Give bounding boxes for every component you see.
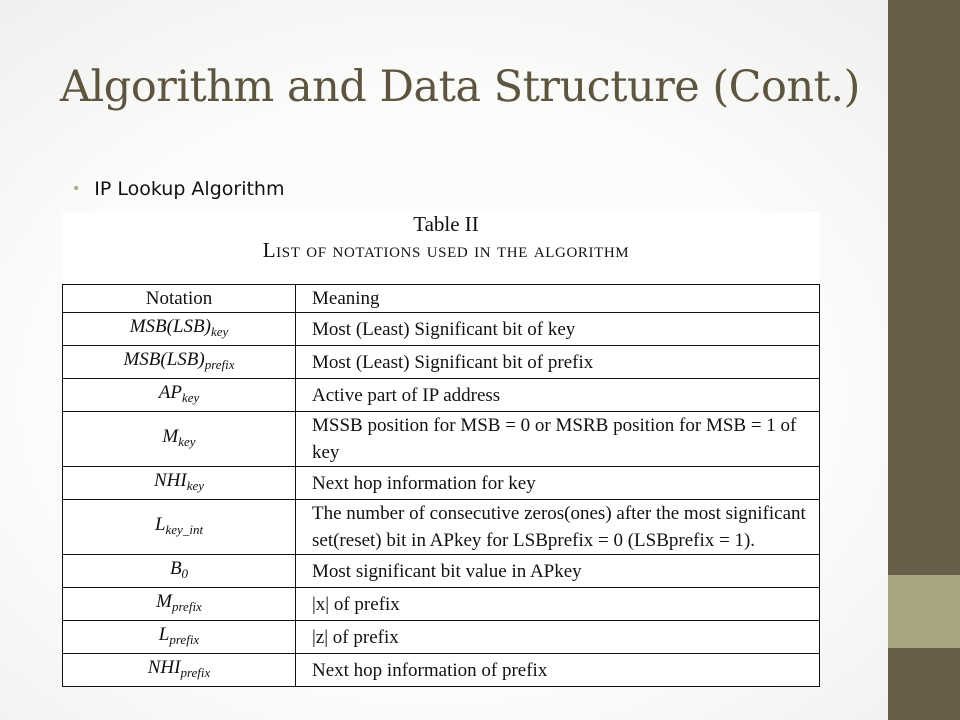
- notation-cell: $NHI_{prefix}$: [63, 654, 296, 687]
- table-row: [63, 654, 820, 687]
- table-row: [63, 313, 820, 346]
- meaning-cell: MSSB position for MSB = 0 or MSRB position for MSB = 1 of key: [296, 412, 820, 467]
- meaning-cell: |x| of prefix: [296, 588, 820, 621]
- table-header-row: [63, 285, 820, 313]
- notation-cell: $AP_{key}$: [63, 379, 296, 412]
- table-image: [62, 212, 820, 686]
- meaning-cell: Most (Least) Significant bit of prefix: [296, 346, 820, 379]
- table-row: [63, 467, 820, 500]
- table-row: [63, 412, 820, 467]
- meaning-cell: |z| of prefix: [296, 621, 820, 654]
- meaning-cell: Next hop information of prefix: [296, 654, 820, 687]
- notation-cell: $MSB(LSB)_{prefix}$: [63, 346, 296, 379]
- notation-table: [62, 284, 820, 687]
- table-row: [63, 500, 820, 555]
- notation-cell: $MSB(LSB)_{key}$: [63, 313, 296, 346]
- side-accent-block: [888, 575, 960, 648]
- bullet-item: [72, 178, 284, 200]
- bullet-dot-icon: •: [72, 181, 81, 197]
- meaning-cell: Active part of IP address: [296, 379, 820, 412]
- meaning-cell: Most significant bit value in APkey: [296, 555, 820, 588]
- slide-title: Algorithm and Data Structure (Cont.): [60, 62, 860, 112]
- table-row: [63, 346, 820, 379]
- notation-cell: $M_{key}$: [63, 412, 296, 467]
- header-notation: Notation: [63, 285, 296, 313]
- notation-cell: $L_{key\_int}$: [63, 500, 296, 555]
- meaning-cell: Next hop information for key: [296, 467, 820, 500]
- notation-cell: $L_{prefix}$: [63, 621, 296, 654]
- table-row: [63, 555, 820, 588]
- table-row: [63, 621, 820, 654]
- table-caption: [72, 212, 820, 264]
- header-meaning: Meaning: [296, 285, 820, 313]
- notation-cell: $NHI_{key}$: [63, 467, 296, 500]
- bullet-text: IP Lookup Algorithm: [94, 178, 285, 200]
- meaning-cell: Most (Least) Significant bit of key: [296, 313, 820, 346]
- meaning-cell: The number of consecutive zeros(ones) after the most significant set(reset) bit in APkey for LSBprefix = 0 (LSBprefix = 1).: [296, 500, 820, 555]
- notation-cell: $M_{prefix}$: [63, 588, 296, 621]
- table-caption-number: Table II: [413, 212, 479, 236]
- table-row: [63, 379, 820, 412]
- notation-cell: $B_0$: [63, 555, 296, 588]
- table-row: [63, 588, 820, 621]
- table-caption-title: List of notations used in the algorithm: [262, 238, 630, 262]
